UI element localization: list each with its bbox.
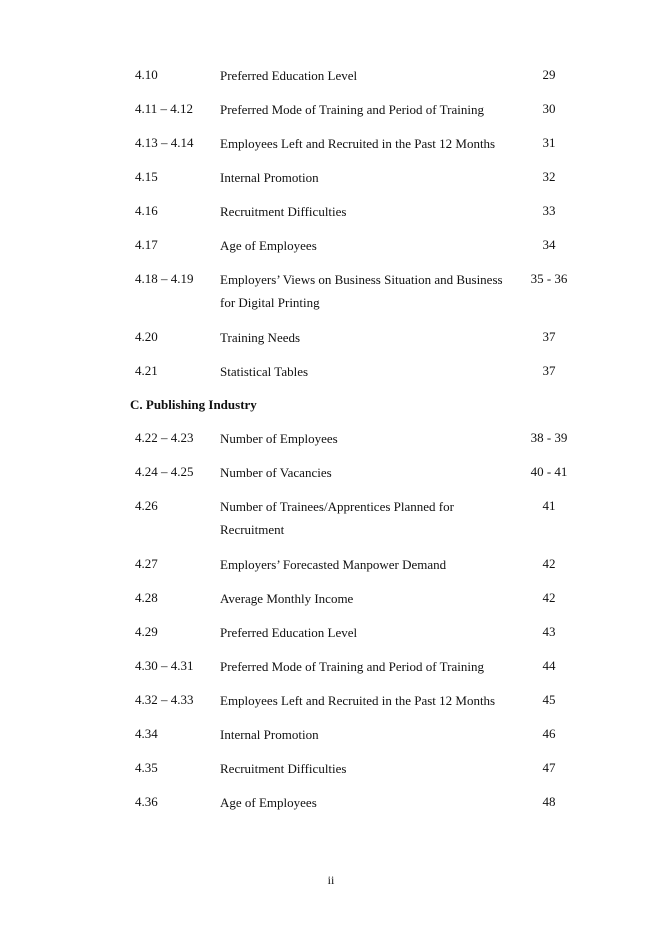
section-heading: C. Publishing Industry: [130, 397, 257, 412]
entry-title: Number of Vacancies: [220, 465, 332, 480]
entry-number: 4.11 – 4.12: [135, 101, 194, 116]
entry-title: Preferred Education Level: [220, 68, 358, 83]
entry-title: Number of Trainees/Apprentices Planned for Recruitment: [220, 499, 454, 537]
entry-page: 37: [542, 329, 556, 344]
entry-title: Preferred Mode of Training and Period of Training: [220, 102, 484, 117]
entry-page: 42: [542, 590, 556, 605]
toc-entry: [0, 166, 662, 200]
entry-number: 4.22 – 4.23: [135, 430, 194, 445]
entry-title: Recruitment Difficulties: [220, 761, 347, 776]
entry-number: 4.35: [135, 760, 158, 775]
entry-page: 32: [542, 169, 556, 184]
entry-page: 48: [542, 794, 556, 809]
toc-entry: [0, 757, 662, 791]
entry-number: 4.17: [135, 237, 158, 252]
toc-entry: [0, 268, 662, 326]
entry-title: Employers’ Forecasted Manpower Demand: [220, 557, 447, 572]
toc-entry: [0, 553, 662, 587]
entry-page: 33: [542, 203, 556, 218]
entry-number: 4.26: [135, 498, 158, 513]
entry-page: 35 - 36: [530, 271, 568, 286]
toc-entry: [0, 621, 662, 655]
entry-title: Employers’ Views on Business Situation and Business for Digital Printing: [220, 272, 503, 310]
entry-title: Internal Promotion: [220, 727, 319, 742]
entry-page: 45: [542, 692, 556, 707]
toc-entry: [0, 234, 662, 268]
entry-title: Number of Employees: [220, 431, 338, 446]
page-number: ii: [327, 873, 335, 887]
entry-page: 47: [542, 760, 556, 775]
entry-number: 4.24 – 4.25: [135, 464, 194, 479]
entry-title: Preferred Mode of Training and Period of Training: [220, 659, 484, 674]
entry-title: Internal Promotion: [220, 170, 319, 185]
entry-number: 4.13 – 4.14: [135, 135, 194, 150]
toc-entry: [0, 132, 662, 166]
toc-entry: [0, 495, 662, 553]
entry-number: 4.36: [135, 794, 158, 809]
entry-page: 44: [542, 658, 556, 673]
entry-page: 40 - 41: [530, 464, 568, 479]
entry-number: 4.29: [135, 624, 158, 639]
toc-entry: [0, 360, 662, 394]
entry-title: Average Monthly Income: [220, 591, 354, 606]
entry-title: Statistical Tables: [220, 364, 309, 379]
entry-page: 43: [542, 624, 556, 639]
entry-page: 37: [542, 363, 556, 378]
entry-number: 4.10: [135, 67, 158, 82]
toc-entry: [0, 427, 662, 461]
toc-entry: [0, 689, 662, 723]
toc-entry: [0, 723, 662, 757]
entry-page: 29: [542, 67, 556, 82]
entry-page: 46: [542, 726, 556, 741]
toc-list-section-c: [0, 427, 662, 825]
entry-title: Age of Employees: [220, 238, 317, 253]
entry-number: 4.30 – 4.31: [135, 658, 194, 673]
entry-number: 4.28: [135, 590, 158, 605]
toc-entry: [0, 655, 662, 689]
entry-page: 38 - 39: [530, 430, 568, 445]
entry-number: 4.21: [135, 363, 158, 378]
entry-page: 42: [542, 556, 556, 571]
entry-number: 4.34: [135, 726, 158, 741]
entry-number: 4.27: [135, 556, 158, 571]
toc-entry: [0, 461, 662, 495]
entry-number: 4.18 – 4.19: [135, 271, 194, 286]
toc-entry: [0, 98, 662, 132]
toc-entry: [0, 791, 662, 825]
entry-title: Preferred Education Level: [220, 625, 358, 640]
toc-list-section-b: [0, 64, 662, 394]
toc-entry: [0, 64, 662, 98]
entry-title: Age of Employees: [220, 795, 317, 810]
entry-number: 4.16: [135, 203, 158, 218]
entry-page: 41: [542, 498, 556, 513]
entry-page: 30: [542, 101, 556, 116]
entry-number: 4.32 – 4.33: [135, 692, 194, 707]
toc-entry: [0, 200, 662, 234]
entry-page: 34: [542, 237, 556, 252]
entry-number: 4.15: [135, 169, 158, 184]
toc-entry: [0, 326, 662, 360]
entry-title: Employees Left and Recruited in the Past 12 Months: [220, 136, 496, 151]
toc-entry: [0, 587, 662, 621]
entry-title: Recruitment Difficulties: [220, 204, 347, 219]
entry-number: 4.20: [135, 329, 158, 344]
entry-page: 31: [542, 135, 556, 150]
entry-title: Employees Left and Recruited in the Past 12 Months: [220, 693, 496, 708]
entry-title: Training Needs: [220, 330, 301, 345]
